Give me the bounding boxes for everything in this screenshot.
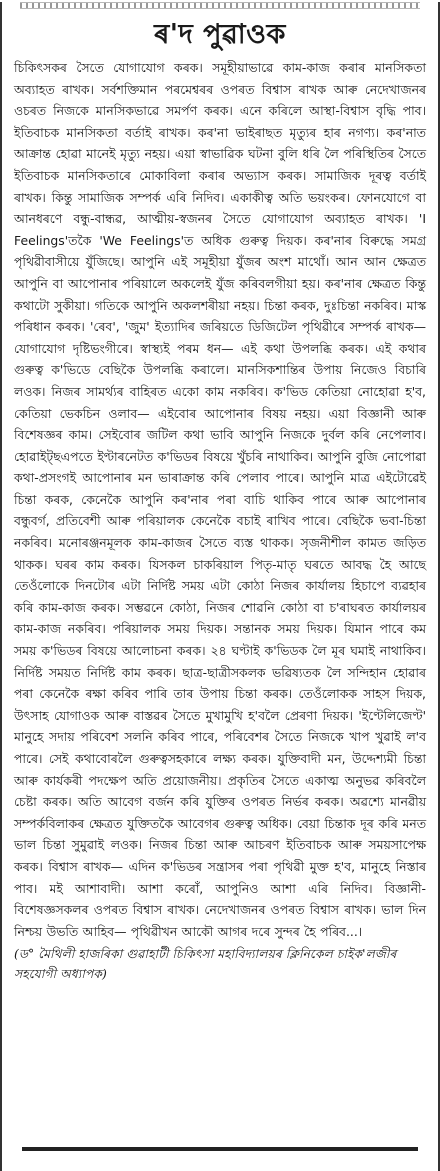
top-divider <box>20 2 420 9</box>
article-headline: ৰ'দ পুৱাওক <box>154 19 286 50</box>
left-border-rule <box>0 2 2 1171</box>
bottom-divider <box>22 1147 418 1151</box>
newspaper-clipping <box>0 2 440 1171</box>
author-byline: (ড° মৈথিলী হাজৰিকা গুৱাহাটী চিকিৎসা মহাবিদ্যালয়ৰ ক্লিনিকেল চাইক'লজীৰ সহযোগী অধ্যাপক) <box>14 946 397 982</box>
article-paragraph: চিকিৎসকৰ সৈতে যোগাযোগ কৰক। সমূহীয়াভাৱে কাম-কাজ কৰাৰ মানসিকতা অব্যাহত ৰাখক। সৰ্বশক্তিমান পৰমেশ্বৰৰ ওপৰত বিশ্বাস ৰাখক আৰু নেদেখাজনৰ ওচৰত নিজকে মানসিকভাৱে সমৰ্পণ কৰক। এনে কৰিলে আস্থা-বিশ্বাস বৃদ্ধি পাব। ইতিবাচক মানসিকতা বৰ্তাই ৰাখক। কৰ'না ভাইৰাছত মৃত্যুৰ হাৰ নগণ্য। কৰ'নাত আক্ৰান্ত হোৱা মানেই মৃত্যু নহয়। এয়া স্বাভাৱিক ঘটনা বুলি ধৰি লৈ পৰিস্থিতিৰ সৈতে ইতিবাচক মানসিকতাৰে মোকাবিলা কৰাৰ অভ্যাস কৰক। সামাজিক দূৰত্ব বৰ্তাই ৰাখক। কিন্তু সামাজিক সম্পৰ্ক এৰি নিদিব। একাকীত্ব অতি ভয়ংকৰ। ফোনযোগে বা আনধৰণে বন্ধু-বান্ধৱ, আত্মীয়-স্বজনৰ সৈতে যোগাযোগ অব্যাহত ৰাখক। 'I Feelings'তকৈ 'We Feelings'ত অধিক গুৰুত্ব দিয়ক। কৰ'নাৰ বিৰুদ্ধে সমগ্ৰ পৃথিৱীবাসীয়ে যুঁজিছে। আপুনি এই সমূহীয়া যুঁজৰ অংশ মাথোঁ। আন আন ক্ষেত্ৰত আপুনি বা আপোনাৰ পৰিয়ালে অকলেই যুঁজ কৰিবলগীয়া হয়। কৰ'নাৰ ক্ষেত্ৰত কিন্তু কথাটো সুকীয়া। গতিকে আপুনি অকলশৰীয়া নহয়। চিন্তা কৰক, দুঃচিন্তা নকৰিব। মাস্ক পৰিধান কৰক। 'ৰেব', 'জুম' ইত্যাদিৰ জৰিয়তে ডিজিটেল পৃথিৱীৰে সম্পৰ্ক ৰাখক— যোগাযোগ দৃষ্টিভংগীৰে। স্বাস্থ্যই পৰম ধন— এই কথা উপলব্ধি কৰক। এই কথাৰ গুৰুত্ব ক'ভিডে বেছিকৈ উপলব্ধি কৰালে। মানসিকশান্তিৰ উপায় নিজেও বিচাৰি লওক। নিজৰ সামৰ্থ্যৰ বাহিৰত একো কাম নকৰিব। ক'ভিড কেতিয়া নোহোৱা হ'ব, কেতিয়া ভেকচিন ওলাব— এইবোৰ আপোনাৰ বিষয় নহয়। এয়া বিজ্ঞানী আৰু বিশেষজ্ঞৰ কাম। সেইবোৰ জটিল কথা ভাবি আপুনি নিজকে দুৰ্বল কৰি নেপেলাব। হোৱাইট্‌ছএপতে ইণ্টাৰনেটত ক'ভিডৰ বিষয়ে খুঁচৰি নাথাকিব। আপুনি বুজি নোপোৱা কথা-প্ৰসংগই আপোনাৰ মন ভাৰাক্ৰান্ত কৰি পেলাব পাৰে। আপুনি মাত্ৰ এইটোৱেই চিন্তা কৰক, কেনেকৈ আপুনি কৰ'নাৰ পৰা বাচি থাকিব পাৰে আৰু আপোনাৰ বন্ধুবৰ্গ, প্ৰতিবেশী আৰু পৰিয়ালক কেনেকৈ বচাই ৰাখিব পাৰে। বেছিকৈ ভবা-চিন্তা নকৰিব। মনোৰঞ্জনমূলক কাম-কাজৰ সৈতে ব্যস্ত থাকক। সৃজনীশীল কামত জড়িত থাকক। ঘৰৰ কাম কৰক। যিসকল চাকৰিয়াল পিতৃ-মাতৃ ঘৰতে আবদ্ধ হৈ আছে তেওঁলোকে দিনটোৰ এটা নিৰ্দিষ্ট সময় এটা কোঠা নিজৰ কাৰ্যালয় হিচাপে ব্যৱহাৰ কৰি কাম-কাজ কৰক। সম্ভৱনে কোঠা, নিজৰ শোৱনি কোঠা বা চ'ৰাঘৰত কাৰ্যালয়ৰ কাম-কাজ নকৰিব। পৰিয়ালক সময় দিয়ক। সন্তানক সময় দিয়ক। যিমান পাৰে কম সময় ক'ভিডৰ বিষয়ে আলোচনা কৰক। ২৪ ঘণ্টাই ক'ভিডক লৈ মূৰ ঘমাই নাথাকিব। নিৰ্দিষ্ট সময়ত নিৰ্দিষ্ট কাম কৰক। ছাত্ৰ-ছাত্ৰীসকলক ভৱিষ্যতক লৈ সন্দিহান হোৱাৰ পৰা কেনেকৈ ৰক্ষা কৰিব পাৰি তাৰ উপায় চিন্তা কৰক। তেওঁলোকক সাহস দিয়ক, উৎসাহ যোগাওক আৰু বাস্তৱৰ সৈতে মুখামুখি হ'বলৈ প্ৰেৰণা দিয়ক। 'ইণ্টেলিজেণ্ট' মানুহে সদায় পৰিবেশ সলনি কৰিব পাৰে, পৰিবেশৰ সৈতে নিজকে খাপ খুৱাই ল'ব পাৰে। সেই কথাবোৰলৈ গুৰুত্বসহকাৰে লক্ষ্য কৰক। যুক্তিবাদী মন, উদ্দেশ্যমী চিন্তা আৰু কাৰ্যকৰী পদক্ষেপ অতি প্ৰয়োজনীয়। প্ৰকৃতিৰ সৈতে একাত্ম অনুভৱ কৰিবলৈ চেষ্টা কৰক। অতি আবেগ বৰ্জন কৰি যুক্তিৰ ওপৰত নিৰ্ভৰ কৰক। অৱশ্যে মানৱীয় সম্পৰ্কবিলাকৰ ক্ষেত্ৰত যুক্তিতকৈ আবেগৰ গুৰুত্ব অধিক। বেয়া চিন্তাক দূৰ কৰি মনত ভাল চিন্তা সুমুৱাই লওক। নিজৰ চিন্তা আৰু আচৰণ ইতিবাচক আৰু সময়সাপেক্ষ কৰক। বিশ্বাস ৰাখক— এদিন ক'ভিডৰ সন্ত্ৰাসৰ পৰা পৃথিৱী মুক্ত হ'ব, মানুহে নিস্তাৰ পাব। মই আশাবাদী। আশা কৰোঁ, আপুনিও আশা এৰি নিদিব। বিজ্ঞানী-বিশেষজ্ঞসকলৰ ওপৰত বিশ্বাস ৰাখক। নেদেখাজনৰ ওপৰত বিশ্বাস ৰাখক। ভাল দিন নিশ্চয় উভতি আহিব— পৃথিৱীখন আকৌ আগৰ দৰে সুন্দৰ হৈ পৰিব...। <box>14 60 426 939</box>
article-body <box>14 57 426 942</box>
